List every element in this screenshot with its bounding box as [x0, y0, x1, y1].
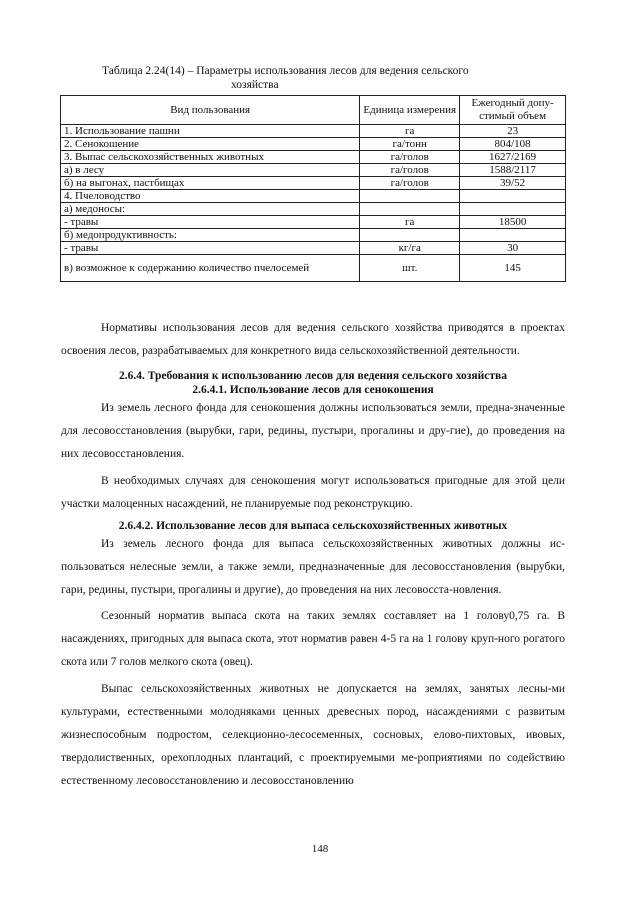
cell-unit: га — [360, 216, 460, 229]
table-row — [61, 151, 566, 164]
cell-volume: 145 — [460, 255, 566, 282]
cell-volume: 804/108 — [460, 138, 566, 151]
cell-usage: а) медоносы: — [61, 203, 360, 216]
table-row — [61, 138, 566, 151]
cell-unit: кг/га — [360, 242, 460, 255]
cell-usage: 2. Сенокошение — [61, 138, 360, 151]
cell-usage: б) медопродуктивность: — [61, 229, 360, 242]
cell-usage: - травы — [61, 242, 360, 255]
table-row — [61, 177, 566, 190]
cell-usage: 1. Использование пашни — [61, 125, 360, 138]
cell-usage: - травы — [61, 216, 360, 229]
cell-unit — [360, 203, 460, 216]
header-annual-volume: Ежегодный допу-стимый объем — [460, 96, 566, 125]
body-text — [61, 317, 565, 793]
table-row — [61, 203, 566, 216]
cell-volume — [460, 229, 566, 242]
cell-volume — [460, 190, 566, 203]
header-usage-type: Вид пользования — [61, 96, 360, 125]
cell-usage: б) на выгонах, пастбищах — [61, 177, 360, 190]
paragraph-grazing-restrictions: Выпас сельскохозяйственных животных не допускается на землях, занятых лесны-ми культурами, естественными молодняками ценных древесных пород, насаждениями с развитым жизнеспособным подростом, селекционно-лесосеменных, сосновых, елово-пихтовых, ивовых, твердолиственных, орехоплодных плантаций, с проектируемыми ме-роприятиями по содействию естественному лесовосстановлению и лесовосстановлению — [61, 683, 565, 787]
cell-volume: 1588/2117 — [460, 164, 566, 177]
cell-volume: 1627/2169 — [460, 151, 566, 164]
cell-unit — [360, 190, 460, 203]
paragraph-grazing-lands: Из земель лесного фонда для выпаса сельскохозяйственных животных должны ис-пользоваться нелесные земли, а также земли, предназначенные для лесовосстановления (вырубки, гари, редины, пустыри, прогалины и другие), до проведения на них лесовосста-новления. — [61, 538, 565, 596]
cell-volume: 39/52 — [460, 177, 566, 190]
cell-usage: 4. Пчеловодство — [61, 190, 360, 203]
table-row — [61, 125, 566, 138]
cell-volume: 23 — [460, 125, 566, 138]
parameters-table — [60, 95, 566, 282]
page-number: 148 — [311, 843, 329, 855]
caption-line-2: хозяйства — [231, 79, 279, 91]
table-header-row — [61, 96, 566, 125]
cell-unit: га/голов — [360, 164, 460, 177]
cell-unit: га/голов — [360, 177, 460, 190]
paragraph-grazing-norm: Сезонный норматив выпаса скота на таких землях составляет на 1 голову0,75 га. В насаждениях, пригодных для выпаса скота, этот норматив равен 4-5 га на 1 голову круп-ного рогатого скота или 7 голов мелкого скота (овец). — [61, 610, 565, 668]
table-row — [61, 216, 566, 229]
paragraph-haymaking-plots: В необходимых случаях для сенокошения могут использоваться пригодные для этой цели участки малоценных насаждений, не планируемые под реконструкцию. — [61, 475, 565, 510]
table-row — [61, 255, 566, 282]
table-row — [61, 229, 566, 242]
section-heading-2-6-4-2: 2.6.4.2. Использование лесов для выпаса сельскохозяйственных животных — [118, 520, 508, 532]
cell-unit — [360, 229, 460, 242]
caption-line-1: Таблица 2.24(14) – Параметры использования лесов для ведения сельского — [102, 65, 469, 77]
cell-usage: а) в лесу — [61, 164, 360, 177]
cell-unit: га/голов — [360, 151, 460, 164]
header-unit: Единица измерения — [360, 96, 460, 125]
cell-unit: га — [360, 125, 460, 138]
cell-volume: 30 — [460, 242, 566, 255]
cell-usage: в) возможное к содержанию количество пчелосемей — [61, 255, 360, 282]
paragraph-norms: Нормативы использования лесов для ведения сельского хозяйства приводятся в проектах освоения лесов, разрабатываемых для конкретного вида сельскохозяйственной деятельности. — [61, 322, 565, 357]
table-caption — [102, 64, 542, 92]
section-heading-2-6-4: 2.6.4. Требования к использованию лесов для ведения сельского хозяйства — [119, 370, 507, 382]
table-row — [61, 164, 566, 177]
cell-unit: га/тонн — [360, 138, 460, 151]
cell-unit: шт. — [360, 255, 460, 282]
table-row — [61, 242, 566, 255]
cell-volume — [460, 203, 566, 216]
table-row — [61, 190, 566, 203]
paragraph-haymaking-lands: Из земель лесного фонда для сенокошения должны использоваться земли, предна-значенные для лесовосстановления (вырубки, гари, редины, пустыри, прогалины и дру-гие), до проведения на них лесовосстановления. — [61, 402, 565, 460]
cell-volume: 18500 — [460, 216, 566, 229]
section-heading-2-6-4-1: 2.6.4.1. Использование лесов для сенокошения — [192, 384, 434, 396]
cell-usage: 3. Выпас сельскохозяйственных животных — [61, 151, 360, 164]
